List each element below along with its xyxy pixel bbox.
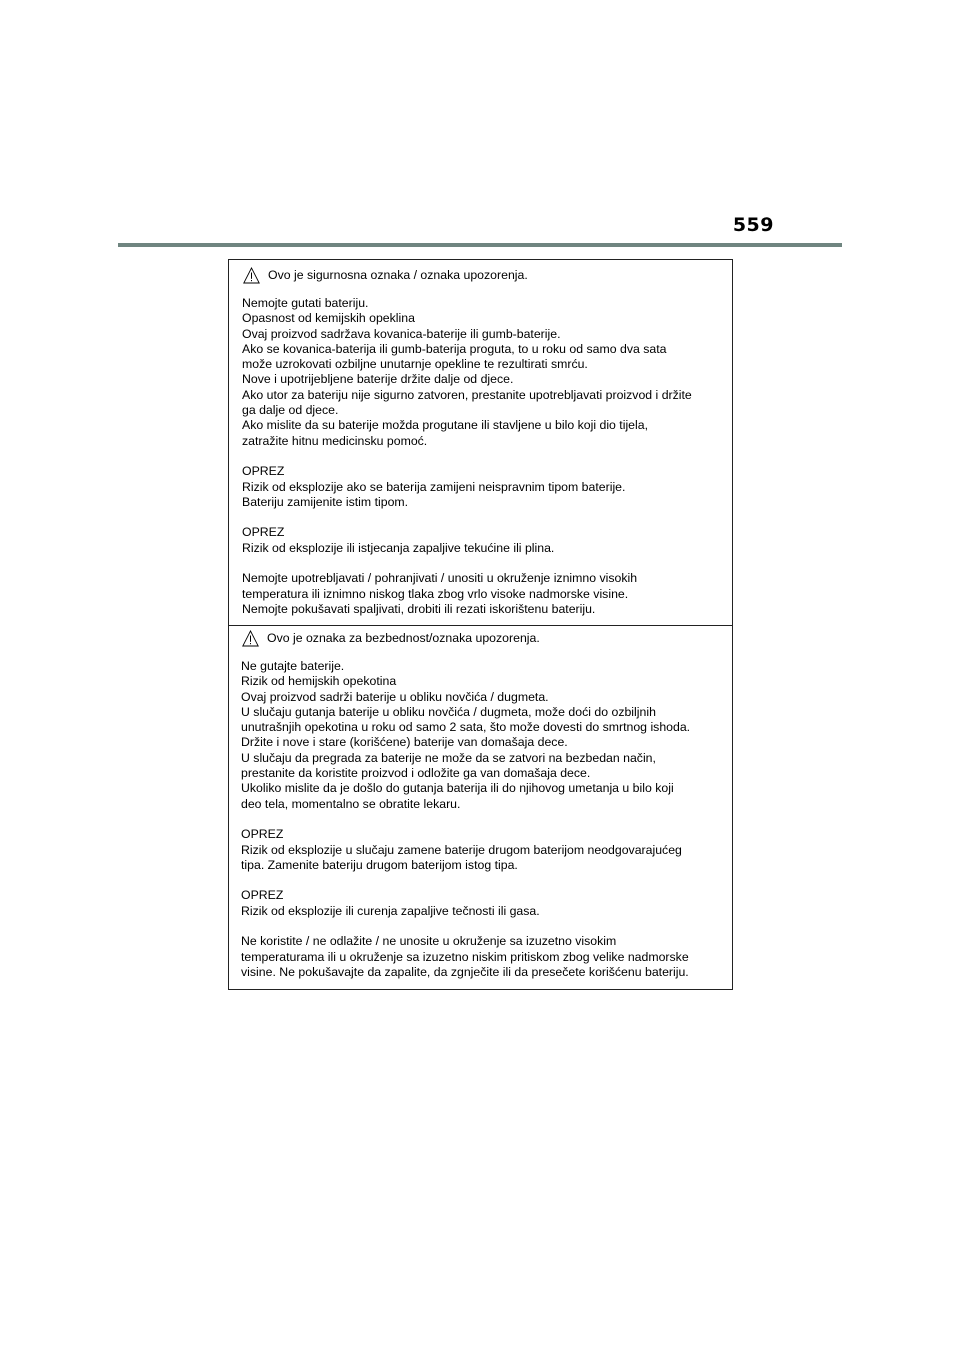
text-line: Opasnost od kemijskih opeklina bbox=[242, 311, 415, 326]
text-line: deo tela, momentalno se obratite lekaru. bbox=[241, 796, 461, 811]
warning-section-croatian bbox=[229, 265, 732, 625]
text-line: Ne gutajte baterije. bbox=[241, 659, 345, 673]
text-line: Rizik od eksplozije ili curenja zapaljive tečnosti ili gasa. bbox=[241, 903, 540, 918]
text-line: Ukoliko mislite da je došlo do gutanja baterija ili do njihovog umetanja u bilo koji bbox=[241, 781, 674, 796]
text-line: tipa. Zamenite bateriju drugom baterijom istog tipa. bbox=[241, 857, 518, 872]
text-line: U slučaju da pregrada za baterije ne može da se zatvori na bezbedan način, bbox=[241, 750, 656, 765]
text-line: Ne koristite / ne odlažite / ne unosite u okruženje sa izuzetno visokim bbox=[241, 934, 617, 949]
text-line: U slučaju gutanja baterije u obliku novčića / dugmeta, može doći do ozbiljnih bbox=[241, 704, 656, 719]
text-line: Ako mislite da su baterije možda progutane ili stavljene u bilo koji dio tijela, bbox=[242, 418, 649, 433]
text-line: unutrašnjih opekotina u roku od samo 2 sata, što može dovesti do smrtnog ishoda. bbox=[241, 720, 691, 735]
text-line: Rizik od eksplozije u slučaju zamene baterije drugom baterijom neodgovarajućeg bbox=[241, 842, 682, 857]
warning-triangle-icon bbox=[242, 630, 259, 647]
text-line: Držite i nove i stare (korišćene) baterije van domašaja dece. bbox=[241, 735, 568, 750]
warning-heading: Ovo je oznaka za bezbednost/oznaka upozorenja. bbox=[267, 631, 540, 645]
text-line: Nemojte upotrebljavati / pohranjivati / unositi u okruženje iznimno visokih bbox=[242, 571, 638, 586]
warning-heading-row bbox=[242, 265, 724, 284]
text-line: OPREZ bbox=[241, 888, 284, 903]
text-line: Ovaj proizvod sadržava kovanica-baterije ili gumb-baterije. bbox=[242, 326, 561, 341]
text-line: zatražite hitnu medicinsku pomoć. bbox=[242, 433, 428, 448]
warning-paragraph-caution-leak bbox=[242, 525, 724, 556]
text-line: ga dalje od djece. bbox=[242, 403, 339, 418]
text-line: temperatura ili iznimno niskog tlaka zbog vrlo visoke nadmorske visine. bbox=[242, 586, 629, 601]
text-line: prestanite da koristite proizvod i odložite ga van domašaja dece. bbox=[241, 766, 591, 781]
warning-section-serbian bbox=[229, 628, 732, 988]
header-rule bbox=[118, 243, 842, 247]
warning-triangle-icon bbox=[243, 267, 260, 284]
battery-warning-box bbox=[228, 259, 733, 990]
text-line: OPREZ bbox=[242, 464, 285, 479]
text-line: Rizik od eksplozije ako se baterija zamijeni neispravnim tipom baterije. bbox=[242, 479, 626, 494]
warning-paragraph-ingestion bbox=[242, 296, 724, 449]
section-divider bbox=[229, 625, 732, 626]
text-line: temperaturama ili u okruženje sa izuzetno niskim pritiskom zbog velike nadmorske bbox=[241, 949, 689, 964]
text-line: Nemojte pokušavati spaljivati, drobiti ili rezati iskorištenu bateriju. bbox=[242, 601, 596, 616]
warning-paragraph-caution-replace bbox=[241, 827, 724, 873]
text-line: Ovaj proizvod sadrži baterije u obliku novčića / dugmeta. bbox=[241, 689, 549, 704]
text-line: Ako utor za bateriju nije sigurno zatvoren, prestanite upotrebljavati proizvod i držite bbox=[242, 387, 692, 402]
warning-paragraph-caution-leak bbox=[241, 888, 724, 919]
text-line: Bateriju zamijenite istim tipom. bbox=[242, 494, 409, 509]
warning-heading: Ovo je sigurnosna oznaka / oznaka upozorenja. bbox=[268, 268, 528, 282]
text-line: Nemojte gutati bateriju. bbox=[242, 296, 369, 310]
text-line: Nove i upotrijebljene baterije držite dalje od djece. bbox=[242, 372, 514, 387]
warning-heading-row bbox=[241, 628, 724, 647]
page-number: 559 bbox=[732, 214, 774, 236]
text-line: Rizik od hemijskih opekotina bbox=[241, 674, 397, 689]
warning-paragraph-environment bbox=[241, 934, 724, 980]
text-line: OPREZ bbox=[241, 827, 284, 842]
text-line: visine. Ne pokušavajte da zapalite, da zgnječite ili da presečete korišćenu bateriju. bbox=[241, 964, 689, 979]
text-line: OPREZ bbox=[242, 525, 285, 540]
warning-paragraph-environment bbox=[242, 571, 724, 617]
text-line: Ako se kovanica-baterija ili gumb-baterija proguta, to u roku od samo dva sata bbox=[242, 341, 667, 356]
warning-paragraph-ingestion bbox=[241, 659, 724, 812]
warning-paragraph-caution-replace bbox=[242, 464, 724, 510]
text-line: može uzrokovati ozbiljne unutarnje opekline te rezultirati smrću. bbox=[242, 357, 588, 372]
text-line: Rizik od eksplozije ili istjecanja zapaljive tekućine ili plina. bbox=[242, 540, 555, 555]
